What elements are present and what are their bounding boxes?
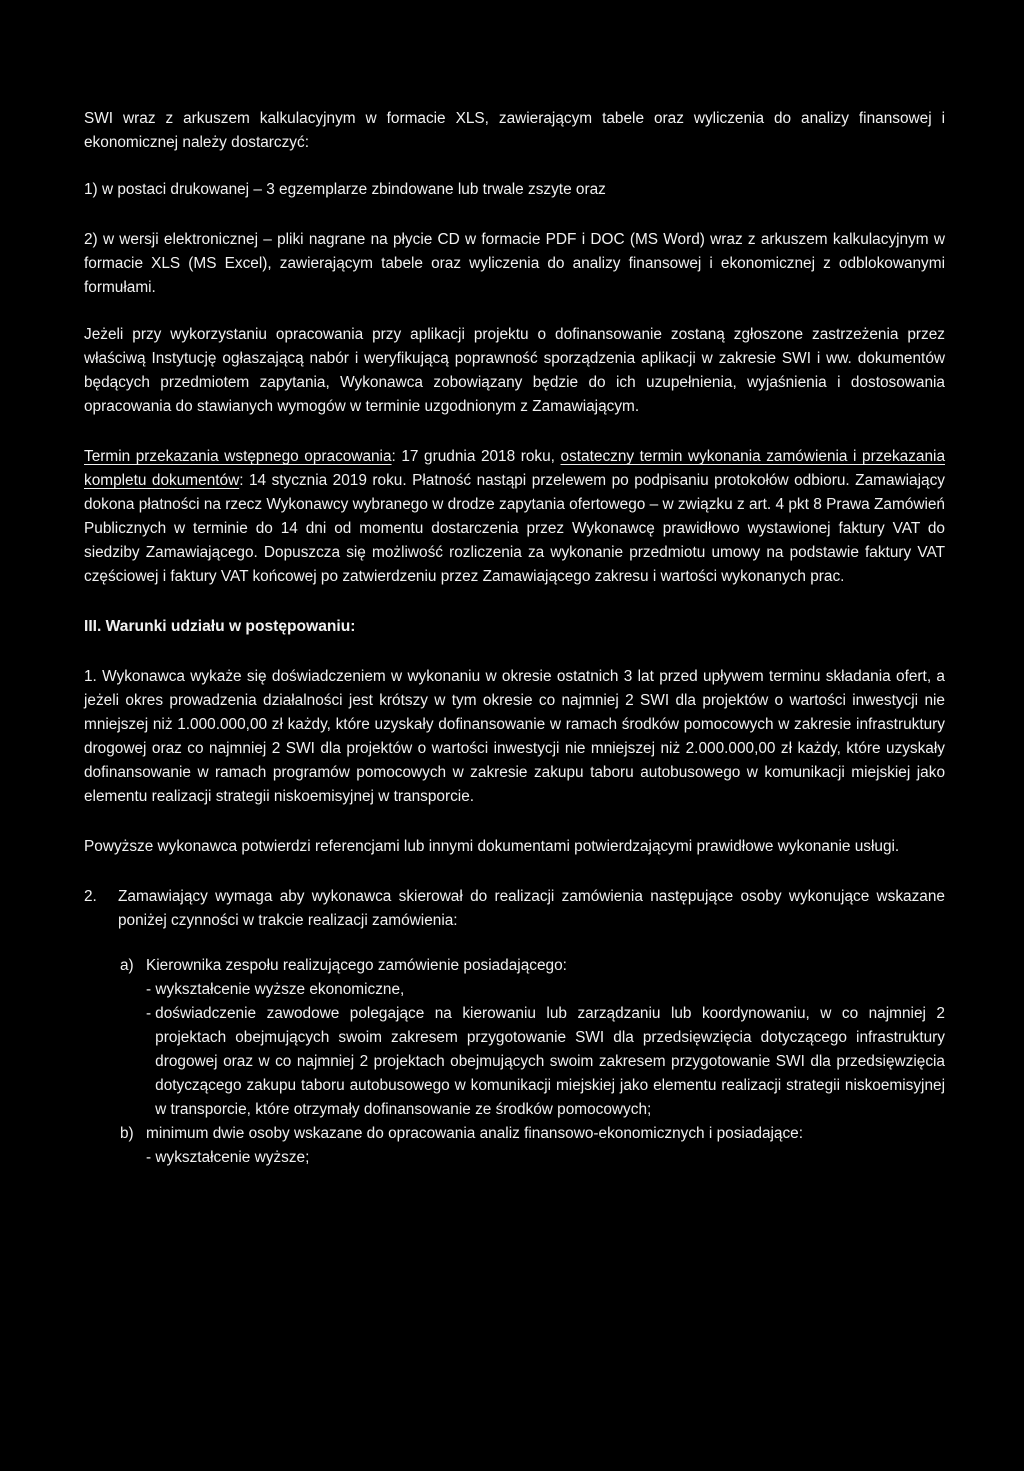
list-item-label: a) bbox=[120, 957, 134, 974]
deadline-final-label: ostateczny termin wykonania zamówienia i przekazania kompletu dokumentów bbox=[84, 448, 946, 489]
list-item-title: minimum dwie osoby wskazane do opracowania analiz finansowo-ekonomicznych i posiadające: bbox=[146, 1125, 804, 1142]
list-number: 2. bbox=[84, 888, 97, 905]
list-item bbox=[120, 1122, 945, 1170]
dash-marker: - bbox=[146, 1005, 152, 1022]
list-item-detail bbox=[146, 1002, 945, 1122]
deadline-preliminary-date: : 17 grudnia 2018 roku, bbox=[391, 448, 561, 465]
list-item-title: Kierownika zespołu realizującego zamówienie posiadającego: bbox=[146, 957, 567, 974]
paragraph-experience-condition: 1. Wykonawca wykaże się doświadczeniem w wykonaniu w okresie ostatnich 3 lat przed upływem terminu składania ofert, a jeżeli okres prowadzenia działalności jest krótszy w tym okresie co najmniej 2 SWI dla projektów o wartości inwestycji nie mniejszej niż 1.000.000,00 zł każdy, które uzyskały dofinansowanie w ramach środków pomocowych w zakresie infrastruktury drogowej oraz co najmniej 2 SWI dla projektów o wartości inwestycji nie mniejszej niż 2.000.000,00 zł każdy, które uzyskały dofinansowanie w ramach programów pomocowych w zakresie zakupu taboru autobusowego w komunikacji miejskiej jako elementu realizacji strategii niskoemisyjnej w transporcie. bbox=[84, 668, 945, 805]
paragraph-objections: Jeżeli przy wykorzystaniu opracowania przy aplikacji projektu o dofinansowanie zostaną zgłoszone zastrzeżenia przez właściwą Instytucję ogłaszającą nabór i weryfikującą poprawność sporządzenia aplikacji w zakresie SWI i ww. dokumentów będących przedmiotem zapytania, Wykonawca zobowiązany będzie do ich uzupełnienia, wyjaśnienia i dostosowania opracowania do stawianych wymogów w terminie uzgodnionym z Zamawiającym. bbox=[84, 326, 945, 415]
list-item-detail: - wykształcenie wyższe ekonomiczne, bbox=[146, 981, 405, 998]
list-item bbox=[120, 954, 945, 1122]
paragraph-staff-requirement bbox=[84, 885, 945, 933]
list-item-detail-text: doświadczenie zawodowe polegające na kierowaniu lub zarządzaniu lub koordynowaniu, w co najmniej 2 projektach obejmujących swoim zakresem przygotowanie SWI dla przedsięwzięcia dotyczącego infrastruktury drogowej oraz w co najmniej 2 projektach obejmujących swoim zakresem przygotowanie SWI dla przedsięwzięcia dotyczącego zakupu taboru autobusowego w komunikacji miejskiej jako elementu realizacji strategii niskoemisyjnej w transporcie, które otrzymały dofinansowanie ze środków pomocowych; bbox=[155, 1005, 945, 1118]
list-item-label: b) bbox=[120, 1125, 134, 1142]
list-item-detail: - wykształcenie wyższe; bbox=[146, 1149, 310, 1166]
section-heading-conditions: III. Warunki udziału w postępowaniu: bbox=[84, 618, 356, 635]
staff-list bbox=[120, 954, 945, 1170]
paragraph-deadlines-payment bbox=[84, 445, 945, 589]
deadline-preliminary-label: Termin przekazania wstępnego opracowania bbox=[84, 448, 392, 465]
paragraph-electronic-version: 2) w wersji elektronicznej – pliki nagrane na płycie CD w formacie PDF i DOC (MS Word) wraz z arkuszem kalkulacyjnym w formacie XLS (MS Excel), zawierającym tabele oraz wyliczenia do analizy finansowej i ekonomicznej z odblokowanymi formułami. bbox=[84, 231, 945, 296]
staff-requirement-text: Zamawiający wymaga aby wykonawca skierował do realizacji zamówienia następujące osoby wykonujące wskazane poniżej czynności w trakcie realizacji zamówienia: bbox=[118, 888, 945, 929]
deadline-final-text: : 14 stycznia 2019 roku. Płatność nastąpi przelewem po podpisaniu protokołów odbioru. Zamawiający dokona płatności na rzecz Wykonawcy wybranego w drodze zapytania ofertowego – w związku z art. 4 pkt 8 Prawa Zamówień Publicznych w terminie do 14 dni od momentu dostarczenia przez Wykonawcę prawidłowo wystawionej faktury VAT do siedziby Zamawiającego. Dopuszcza się możliwość rozliczenia za wykonanie przedmiotu umowy na podstawie faktury VAT częściowej i faktury VAT końcowej po zatwierdzeniu przez Zamawiającego zakresu i wartości wykonanych prac. bbox=[84, 472, 945, 585]
paragraph-references: Powyższe wykonawca potwierdzi referencjami lub innymi dokumentami potwierdzającymi prawidłowe wykonanie usługi. bbox=[84, 838, 900, 855]
paragraph-printed-copies: 1) w postaci drukowanej – 3 egzemplarze zbindowane lub trwale zszyte oraz bbox=[84, 181, 606, 198]
paragraph-delivery-intro: SWI wraz z arkuszem kalkulacyjnym w formacie XLS, zawierającym tabele oraz wyliczenia do analizy finansowej i ekonomicznej należy dostarczyć: bbox=[84, 110, 945, 151]
